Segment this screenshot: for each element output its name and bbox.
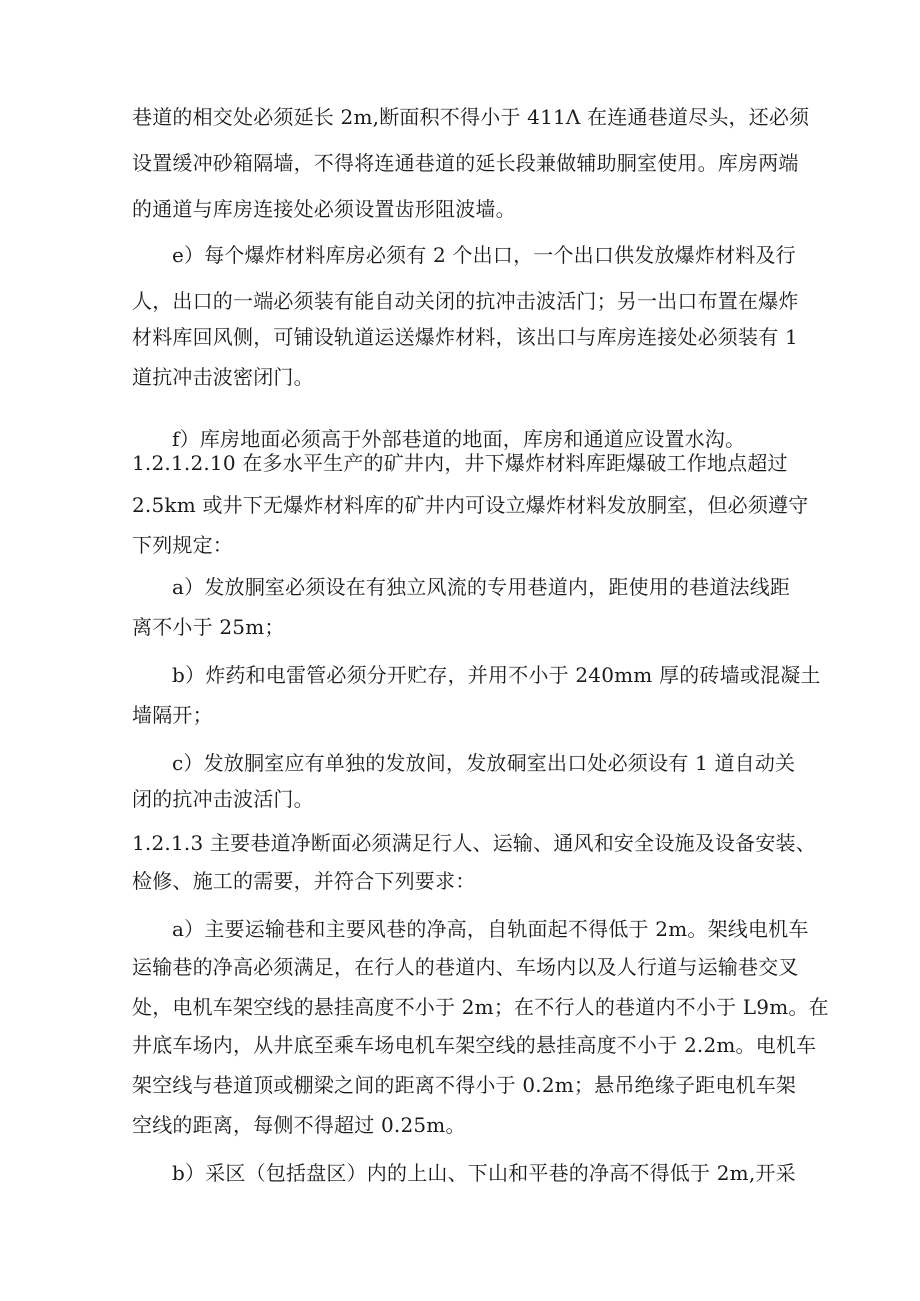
text-line: 下列规定： [132,533,233,557]
text-line: 闭的抗冲击波活门。 [132,787,314,811]
text-line: 的通道与库房连接处必须设置齿形阻波墙。 [132,197,516,221]
text-line: 空线的距离，每侧不得超过 0.25m。 [132,1113,466,1137]
text-line: 人，出口的一端必须装有能自动关闭的抗冲击波活门；另一出口布置在爆炸 [132,289,799,313]
text-line: 设置缓冲砂箱隔墙，不得将连通巷道的延长段兼做辅助胴室使用。库房两端 [132,151,799,175]
text-line: 井底车场内，从井底至乘车场电机车架空线的悬挂高度不小于 2.2m。电机车 [132,1033,817,1057]
text-line: 2.5km 或井下无爆炸材料库的矿井内可设立爆炸材料发放胴室，但必须遵守 [132,493,809,517]
text-line: 巷道的相交处必须延长 2m,断面积不得小于 411Λ 在连通巷道尽头，还必须 [132,105,810,129]
text-line: 离不小于 25m； [132,615,285,639]
text-line: 材料库回风侧，可铺设轨道运送爆炸材料，该出口与库房连接处必须装有 1 [132,325,798,349]
text-line: 架空线与巷道顶或棚梁之间的距离不得小于 0.2m；悬吊绝缘子距电机车架 [132,1073,797,1097]
text-line: 1.2.1.2.10 在多水平生产的矿井内，井下爆炸材料库距爆破工作地点超过 [132,451,788,475]
text-line: c）发放胴室应有单独的发放间，发放硐室出口处必须设有 1 道自动关 [172,751,796,775]
text-line: b）炸药和电雷管必须分开贮存，并用不小于 240mm 厚的砖墙或混凝土 [172,663,821,687]
text-line: 墙隔开； [132,703,213,727]
text-line: a）发放胴室必须设在有独立风流的专用巷道内，距使用的巷道法线距 [172,575,791,599]
text-line: 处，电机车架空线的悬挂高度不小于 2m；在不行人的巷道内不小于 L9m。在 [132,995,829,1019]
text-line: 运输巷的净高必须满足，在行人的巷道内、车场内以及人行道与运输巷交叉 [132,955,799,979]
text-line: a）主要运输巷和主要风巷的净高，自轨面起不得低于 2m。架线电机车 [172,917,809,941]
text-line: b）采区（包括盘区）内的上山、下山和平巷的净高不得低于 2m,开采 [172,1161,796,1185]
text-line: 道抗冲击波密闭门。 [132,365,314,389]
text-line: e）每个爆炸材料库房必须有 2 个出口，一个出口供发放爆炸材料及行 [172,243,796,267]
text-line: f）库房地面必须高于外部巷道的地面，库房和通道应设置水沟。 [172,427,746,451]
text-line: 检修、施工的需要，并符合下列要求： [132,869,476,893]
text-line: 1.2.1.3 主要巷道净断面必须满足行人、运输、通风和安全设施及设备安装、 [132,831,816,855]
